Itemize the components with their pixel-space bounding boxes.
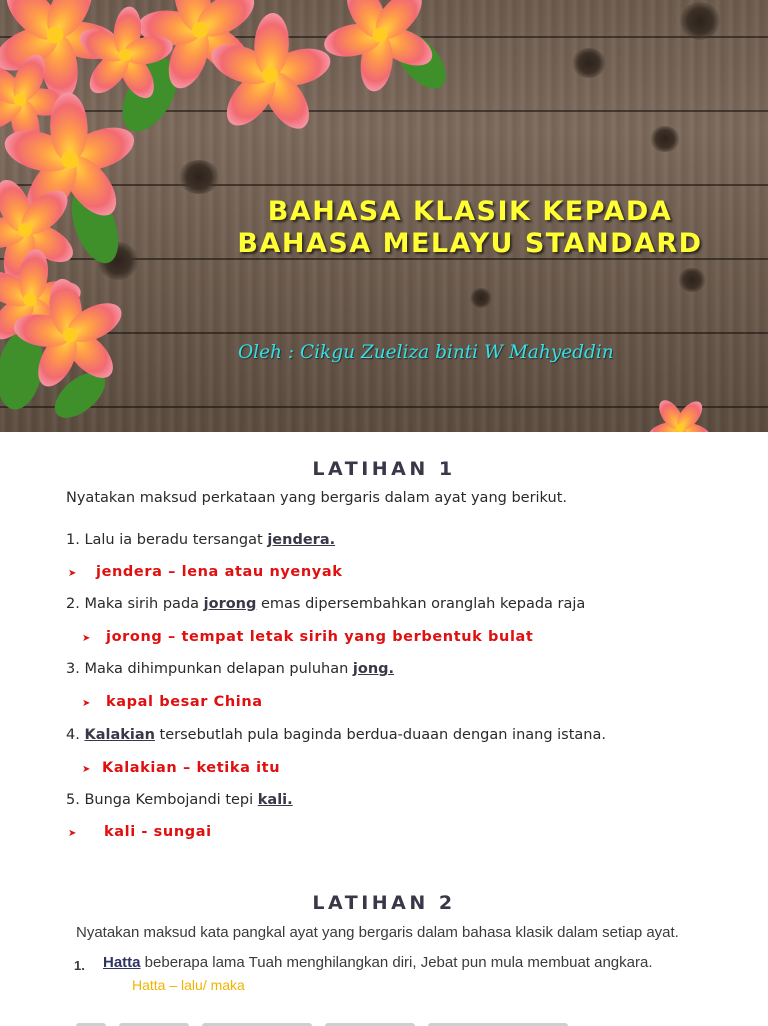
question-text: 3. Maka dihimpunkan delapan puluhan: [66, 661, 353, 677]
latihan2-answer-1: Hatta – lalu/ maka: [132, 977, 245, 993]
latihan2-instruction: Nyatakan maksud kata pangkal ayat yang bergaris dalam bahasa klasik dalam setiap ayat.: [76, 924, 679, 941]
question-text: 4.: [66, 727, 85, 743]
arrow-bullet-icon: ➤: [82, 698, 91, 709]
latihan1-instruction: Nyatakan maksud perkataan yang bergaris dalam ayat yang berikut.: [66, 490, 567, 506]
answer-5: kali - sungai: [104, 824, 212, 840]
question-1: [66, 532, 335, 548]
underlined-word: jong.: [352, 661, 395, 677]
slide-title: [150, 196, 768, 260]
latihan2-heading: LATIHAN 2: [312, 892, 456, 914]
underlined-word: Kalakian: [84, 727, 155, 743]
question-4: [66, 727, 606, 743]
underlined-word: jorong: [203, 596, 257, 612]
arrow-bullet-icon: ➤: [82, 633, 91, 644]
question-text: 1. Lalu ia beradu tersangat: [66, 532, 268, 548]
question-text: 2. Maka sirih pada: [66, 596, 204, 612]
question-text: tersebutlah pula baginda berdua-duaan dengan inang istana.: [154, 727, 606, 743]
question-text: 5. Bunga Kembojandi tepi: [66, 792, 258, 808]
answer-2: jorong – tempat letak sirih yang berbentuk bulat: [106, 629, 534, 645]
question-text: emas dipersembahkan oranglah kepada raja: [256, 596, 586, 612]
answer-3: kapal besar China: [106, 694, 263, 710]
question-3: [66, 661, 394, 677]
arrow-bullet-icon: ➤: [68, 828, 77, 839]
arrow-bullet-icon: ➤: [82, 764, 91, 775]
arrow-bullet-icon: ➤: [68, 568, 77, 579]
underlined-word: Hatta: [103, 954, 141, 971]
slide-author: Oleh : Cikgu Zueliza binti W Mahyeddin: [238, 342, 614, 363]
answer-4: Kalakian – ketika itu: [102, 760, 281, 776]
slide-title-line2: BAHASA MELAYU STANDARD: [237, 228, 703, 259]
slide-title-line1: BAHASA KLASIK KEPADA: [267, 196, 673, 227]
cut-off-text-line: [70, 1014, 690, 1026]
question-number: 1.: [74, 958, 85, 973]
underlined-word: kali.: [257, 792, 293, 808]
title-slide: [0, 0, 768, 432]
question-text: beberapa lama Tuah menghilangkan diri, Jebat pun mula membuat angkara.: [140, 954, 653, 971]
latihan1-heading: LATIHAN 1: [312, 458, 456, 480]
question-5: [66, 792, 293, 808]
answer-1: jendera – lena atau nyenyak: [96, 564, 343, 580]
underlined-word: jendera.: [267, 532, 336, 548]
latihan2-question-1: [103, 954, 653, 971]
question-2: [66, 596, 585, 612]
